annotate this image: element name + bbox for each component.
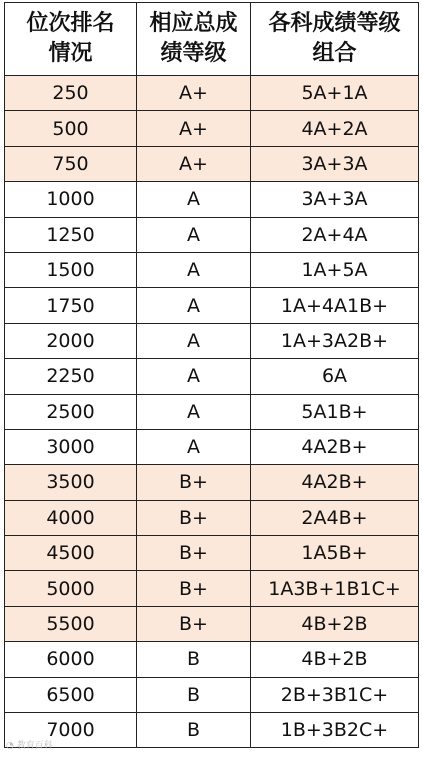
cell-rank: 6000: [5, 642, 137, 677]
cell-combo: 5A+1A: [251, 76, 419, 111]
table-row: [5, 111, 419, 146]
cell-grade: A: [137, 182, 251, 217]
header-rank: 位次排名 情况: [5, 3, 137, 76]
cell-rank: 3500: [5, 465, 137, 500]
cell-combo: 1A5B+: [251, 536, 419, 571]
table-row: [5, 606, 419, 641]
cell-rank: 4500: [5, 536, 137, 571]
cell-grade: B+: [137, 536, 251, 571]
header-row: [5, 3, 419, 76]
cell-combo: 4A+2A: [251, 111, 419, 146]
table-row: [5, 642, 419, 677]
cell-combo: 3A+3A: [251, 182, 419, 217]
cell-combo: 1A3B+1B1C+: [251, 571, 419, 606]
cell-rank: 4000: [5, 500, 137, 535]
cell-grade: B+: [137, 606, 251, 641]
table-row: [5, 500, 419, 535]
cell-rank: 5500: [5, 606, 137, 641]
cell-grade: A: [137, 252, 251, 287]
cell-grade: A: [137, 359, 251, 394]
cell-rank: 3000: [5, 429, 137, 464]
cell-grade: A: [137, 288, 251, 323]
cell-combo: 4A2B+: [251, 465, 419, 500]
cell-grade: B: [137, 677, 251, 712]
cell-combo: 1A+3A2B+: [251, 323, 419, 358]
cell-combo: 4A2B+: [251, 429, 419, 464]
cell-grade: B: [137, 713, 251, 748]
cell-combo: 3A+3A: [251, 146, 419, 181]
table-row: [5, 713, 419, 748]
cell-combo: 2A+4A: [251, 217, 419, 252]
header-subject-combo: 各科成绩等级 组合: [251, 3, 419, 76]
header-total-grade: 相应总成 绩等级: [137, 3, 251, 76]
table-row: [5, 182, 419, 217]
cell-combo: 6A: [251, 359, 419, 394]
cell-combo: 1A+4A1B+: [251, 288, 419, 323]
cell-rank: 6500: [5, 677, 137, 712]
table-row: [5, 146, 419, 181]
cell-grade: B+: [137, 465, 251, 500]
cell-rank: 1500: [5, 252, 137, 287]
table-row: [5, 394, 419, 429]
table-row: [5, 76, 419, 111]
cell-grade: A: [137, 429, 251, 464]
cell-rank: 500: [5, 111, 137, 146]
cell-rank: 2500: [5, 394, 137, 429]
cell-grade: A+: [137, 76, 251, 111]
cell-grade: A+: [137, 146, 251, 181]
cell-rank: 1250: [5, 217, 137, 252]
cell-rank: 7000: [5, 713, 137, 748]
cell-combo: 2B+3B1C+: [251, 677, 419, 712]
cell-grade: B+: [137, 500, 251, 535]
cell-grade: A+: [137, 111, 251, 146]
table-row: [5, 217, 419, 252]
table-row: [5, 288, 419, 323]
table-row: [5, 359, 419, 394]
table-row: [5, 465, 419, 500]
table-row: [5, 677, 419, 712]
cell-combo: 1B+3B2C+: [251, 713, 419, 748]
cell-grade: A: [137, 217, 251, 252]
cell-combo: 5A1B+: [251, 394, 419, 429]
cell-grade: A: [137, 323, 251, 358]
cell-rank: 2000: [5, 323, 137, 358]
cell-grade: A: [137, 394, 251, 429]
cell-grade: B: [137, 642, 251, 677]
table-row: [5, 323, 419, 358]
cell-rank: 250: [5, 76, 137, 111]
cell-rank: 1750: [5, 288, 137, 323]
ranking-table: [4, 2, 419, 748]
cell-rank: 750: [5, 146, 137, 181]
cell-rank: 1000: [5, 182, 137, 217]
cell-rank: 2250: [5, 359, 137, 394]
table-row: [5, 536, 419, 571]
cell-rank: 5000: [5, 571, 137, 606]
table-row: [5, 571, 419, 606]
cell-combo: 4B+2B: [251, 606, 419, 641]
watermark: ◔ 教育百科: [6, 741, 53, 751]
cell-combo: 4B+2B: [251, 642, 419, 677]
cell-grade: B+: [137, 571, 251, 606]
table-row: [5, 429, 419, 464]
table-row: [5, 252, 419, 287]
cell-combo: 2A4B+: [251, 500, 419, 535]
cell-combo: 1A+5A: [251, 252, 419, 287]
